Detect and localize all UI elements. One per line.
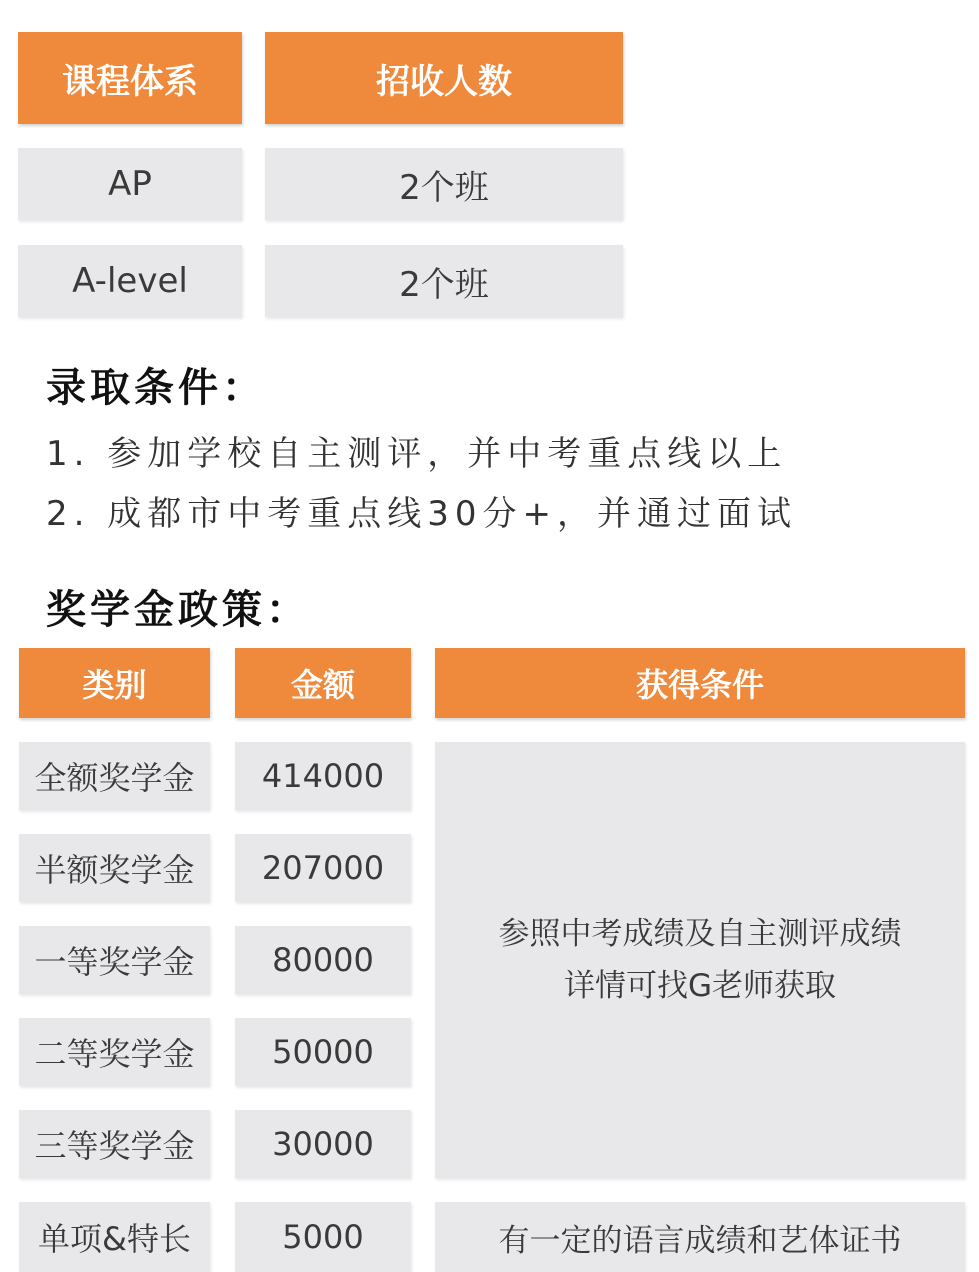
scholarship-cell-category: 单项&特长 (19, 1202, 210, 1272)
table1-cell-count: 2个班 (265, 245, 623, 317)
scholarship-header-amount: 金额 (235, 648, 411, 718)
table1-cell-course: AP (18, 148, 242, 220)
table1-header-course-system: 课程体系 (18, 32, 242, 124)
table1-cell-count: 2个班 (265, 148, 623, 220)
scholarship-cell-amount: 414000 (235, 742, 411, 810)
scholarship-cell-category: 三等奖学金 (19, 1110, 210, 1178)
scholarship-cell-amount: 207000 (235, 834, 411, 902)
table1-header-enrollment: 招收人数 (265, 32, 623, 124)
scholarship-cell-category: 全额奖学金 (19, 742, 210, 810)
scholarship-cell-category: 一等奖学金 (19, 926, 210, 994)
admission-title: 录取条件： (46, 364, 266, 411)
condition-line: 详情可找G老师获取 (563, 968, 837, 1004)
scholarship-header-condition: 获得条件 (435, 648, 965, 718)
scholarship-cell-amount: 80000 (235, 926, 411, 994)
scholarship-cell-condition: 有一定的语言成绩和艺体证书 (435, 1202, 965, 1272)
scholarship-cell-category: 二等奖学金 (19, 1018, 210, 1086)
admission-item: 2. 成都市中考重点线30分+，并通过面试 (46, 494, 797, 534)
scholarship-cell-amount: 30000 (235, 1110, 411, 1178)
scholarship-cell-amount: 50000 (235, 1018, 411, 1086)
scholarship-header-category: 类别 (19, 648, 210, 718)
condition-line: 参照中考成绩及自主测评成绩 (498, 916, 902, 952)
table1-cell-course: A-level (18, 245, 242, 317)
scholarship-merged-condition (435, 742, 965, 1178)
admission-item: 1. 参加学校自主测评，并中考重点线以上 (46, 434, 788, 474)
scholarship-cell-amount: 5000 (235, 1202, 411, 1272)
scholarship-title: 奖学金政策： (46, 586, 310, 633)
scholarship-cell-category: 半额奖学金 (19, 834, 210, 902)
